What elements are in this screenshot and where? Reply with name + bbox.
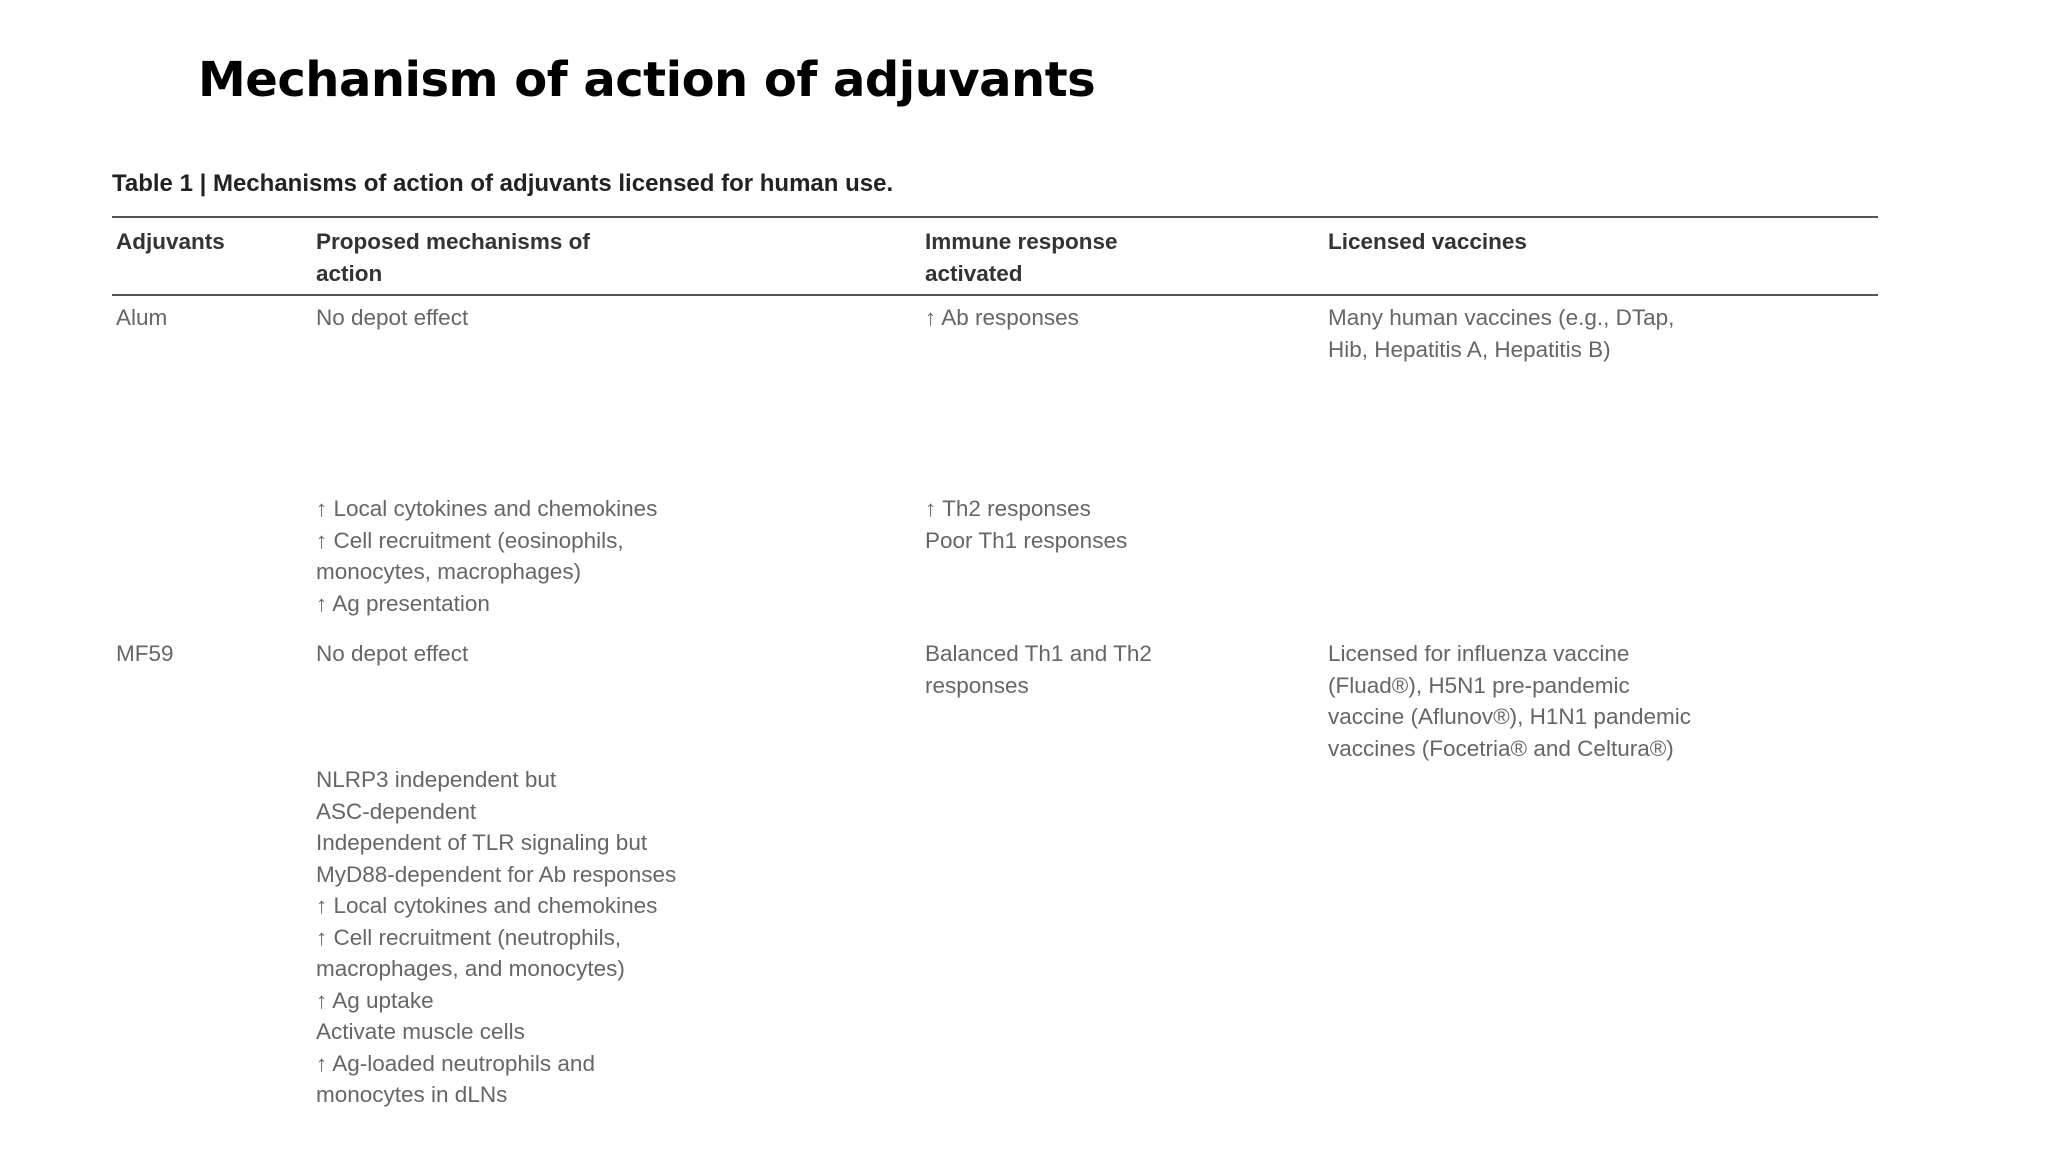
table-caption: Table 1 | Mechanisms of action of adjuvants licensed for human use.	[112, 170, 894, 197]
row-alum-mechanisms-b: ↑ Local cytokines and chemokines ↑ Cell recruitment (eosinophils, monocytes, macrophages) ↑ Ag presentation	[316, 496, 658, 616]
row-alum-adjuvant: Alum	[116, 305, 168, 330]
header-mechanisms: Proposed mechanisms of action	[316, 229, 590, 286]
row-alum-immune-b: ↑ Th2 responses Poor Th1 responses	[925, 496, 1128, 553]
table-top-rule	[112, 216, 1878, 218]
row-mf59-adjuvant: MF59	[116, 641, 174, 666]
row-mf59-mechanisms-a: No depot effect	[316, 641, 469, 666]
table-header-rule	[112, 294, 1878, 296]
row-alum-mechanisms-a: No depot effect	[316, 305, 469, 330]
header-immune-response: Immune response activated	[925, 229, 1118, 286]
row-mf59-vaccines: Licensed for influenza vaccine (Fluad®), H5N1 pre-pandemic vaccine (Aflunov®), H1N1 pandemic vaccines (Focetria® and Celtura®)	[1328, 641, 1691, 761]
header-adjuvants: Adjuvants	[116, 229, 225, 254]
row-mf59-mechanisms-b: NLRP3 independent but ASC-dependent Independent of TLR signaling but MyD88-dependent for Ab responses ↑ Local cytokines and chemokines ↑ Cell recruitment (neutrophils, macrophages, and monocytes) ↑ Ag uptake Activate muscle cells ↑ Ag-loaded neutrophils and monocytes in dLNs	[316, 767, 677, 1107]
header-licensed-vaccines: Licensed vaccines	[1328, 229, 1527, 254]
row-alum-vaccines: Many human vaccines (e.g., DTap, Hib, Hepatitis A, Hepatitis B)	[1328, 305, 1675, 362]
row-alum-immune-a: ↑ Ab responses	[925, 305, 1079, 330]
row-mf59-immune: Balanced Th1 and Th2 responses	[925, 641, 1152, 698]
slide-title: Mechanism of action of adjuvants	[198, 52, 1096, 108]
